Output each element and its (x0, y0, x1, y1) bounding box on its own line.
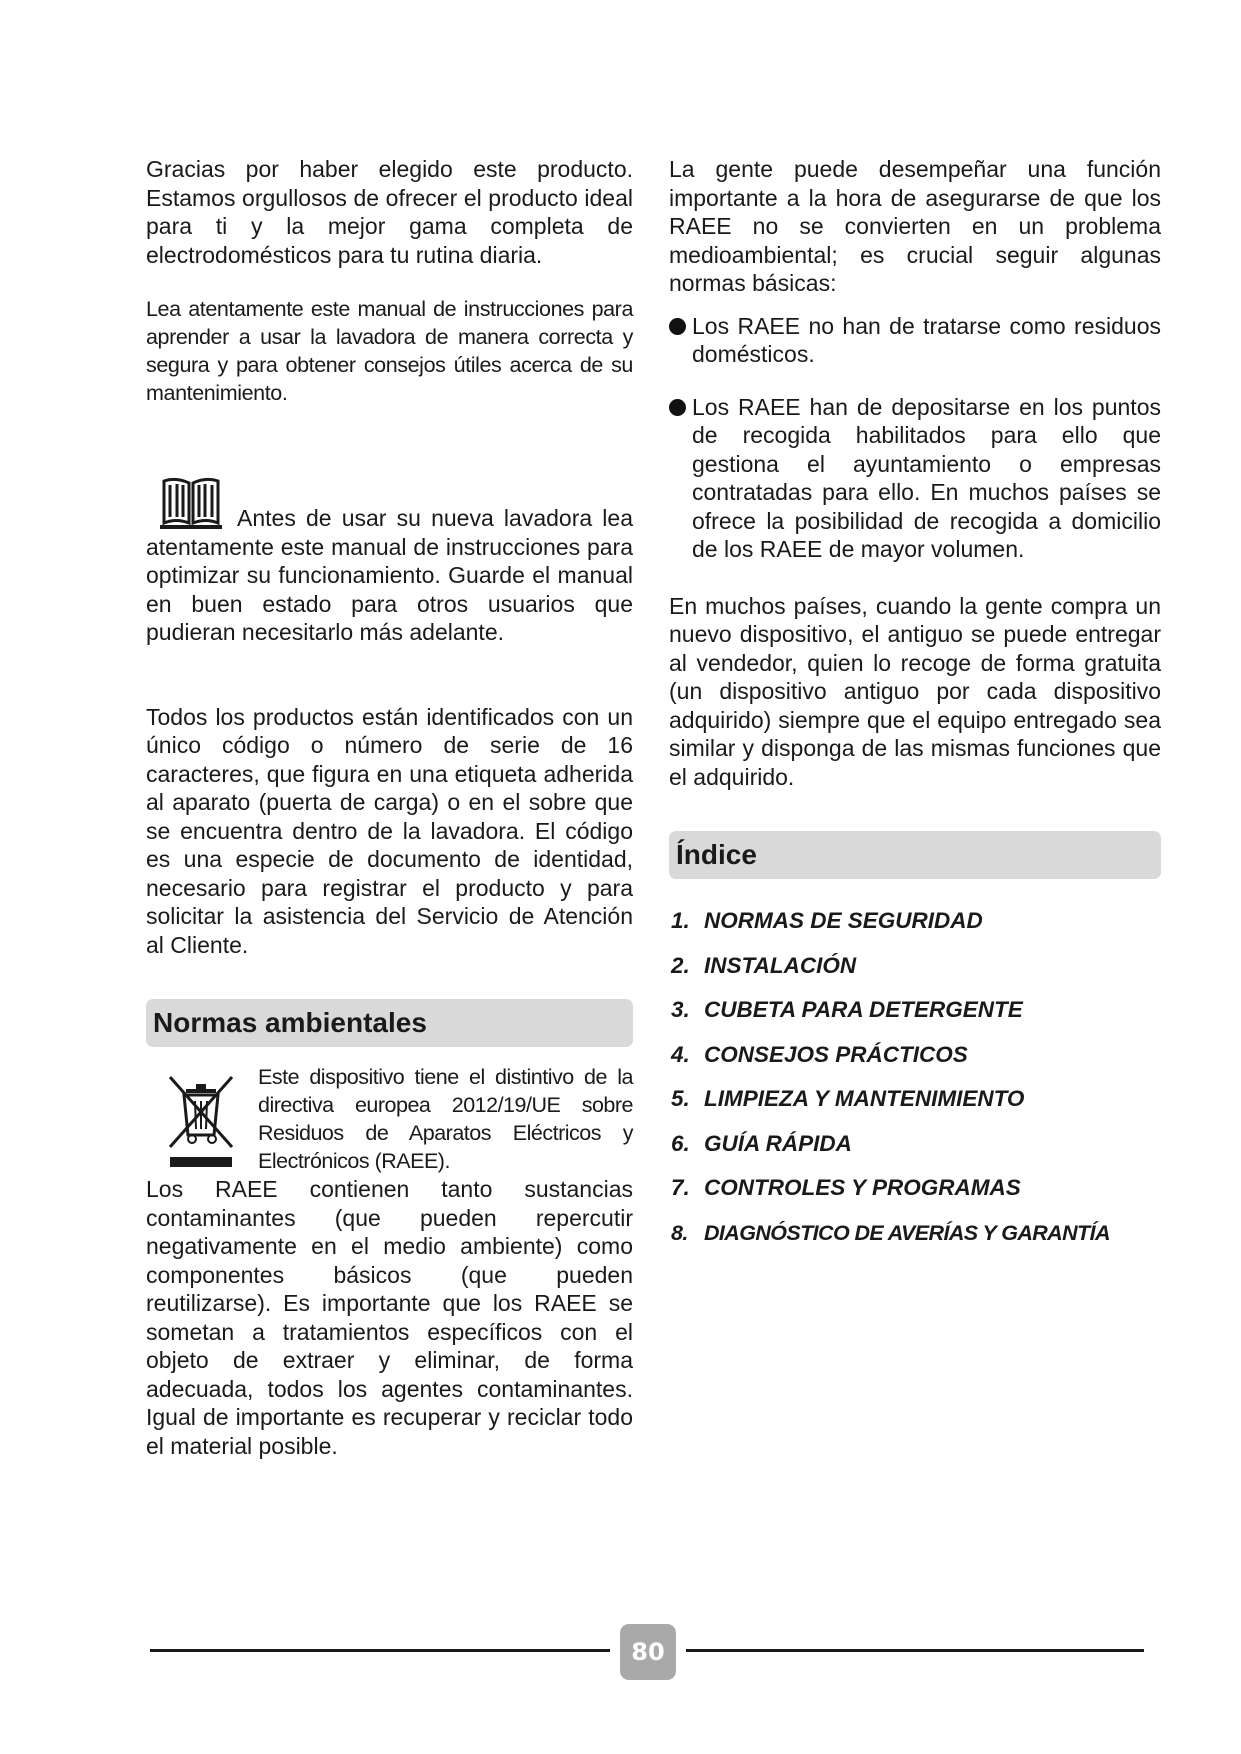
weee-body-paragraph: Los RAEE contienen tanto sustancias contaminantes (que pueden repercutir negativamente en el medio ambiente) como componentes básicos (que pueden reutilizarse). Es importante que los RAEE se sometan a tratamientos específicos con el objeto de extraer y eliminar, de forma adecuada, todos los agentes contaminantes. Igual de importante es recuperar y reciclar todo el material posible. (146, 1176, 633, 1459)
index-num: 5. (671, 1086, 690, 1111)
index-item-3[interactable] (669, 988, 1161, 1033)
index-item-2[interactable] (669, 944, 1161, 989)
index-item-7[interactable] (669, 1166, 1161, 1211)
index-title: LIMPIEZA Y MANTENIMIENTO (704, 1086, 1025, 1111)
index-num: 4. (671, 1041, 690, 1067)
index-item-6[interactable] (669, 1122, 1161, 1167)
index-title: CONTROLES Y PROGRAMAS (704, 1175, 1021, 1200)
index-num: 2. (671, 952, 690, 978)
right-column (669, 155, 1161, 1255)
weee-block (146, 1063, 633, 1175)
index-item-8[interactable] (669, 1211, 1161, 1256)
index-title: GUÍA RÁPIDA (704, 1130, 852, 1156)
index-num: 6. (671, 1130, 690, 1156)
bullet-item-1 (669, 312, 1161, 369)
bullet-text-2: Los RAEE han de depositarse en los puntos de recogida habilitados para ello que gestiona el ayuntamiento o empresas contratadas para ello. En muchos países se ofrece la posibilidad de recogida a domicilio de los RAEE de mayor volumen. (692, 393, 1161, 562)
footer-rule-left (150, 1649, 610, 1652)
index-item-4[interactable] (669, 1033, 1161, 1078)
index-item-5[interactable] (669, 1077, 1161, 1122)
left-column (146, 155, 633, 1460)
index-title: INSTALACIÓN (704, 952, 857, 978)
weee-bin-icon (166, 1073, 236, 1169)
serial-code-paragraph: Todos los productos están identificados con un único código o número de serie de 16 caracteres, que figura en una etiqueta adherida al aparato (puerta de carga) o en el sobre que se encuentra dentro de la lavadora. El código es una especie de documento de identidad, necesario para registrar el producto y para solicitar la asistencia del Servicio de Atención al Cliente. (146, 703, 633, 958)
index-title: DIAGNÓSTICO DE AVERÍAS Y GARANTÍA (704, 1220, 1110, 1245)
book-icon (158, 475, 224, 531)
index-section-header: Índice (669, 831, 1161, 879)
before-use-paragraph: Antes de usar su nueva lavadora lea atentamente este manual de instrucciones para optimizar su funcionamiento. Guarde el manual en buen estado para otros usuarios que pudieran necesitarlo más adelante. (146, 505, 633, 645)
index-num: 3. (671, 997, 690, 1022)
index-num: 7. (671, 1175, 690, 1200)
index-num: 8. (671, 1220, 688, 1245)
index-title: CUBETA PARA DETERGENTE (704, 997, 1023, 1022)
index-item-1[interactable] (669, 899, 1161, 944)
bullet-dot-icon (669, 399, 686, 416)
index-list (669, 899, 1161, 1255)
environment-section-header: Normas ambientales (146, 999, 633, 1047)
page-number-badge: 80 (620, 1624, 676, 1680)
index-title: NORMAS DE SEGURIDAD (704, 908, 983, 933)
read-manual-paragraph: Lea atentamente este manual de instrucciones para aprender a usar la lavadora de manera correcta y segura y para obtener consejos útiles acerca de su mantenimiento. (146, 297, 633, 405)
people-role-paragraph: La gente puede desempeñar una función importante a la hora de asegurarse de que los RAEE no se convierten en un problema medioambiental; es crucial seguir algunas normas básicas: (669, 156, 1161, 296)
index-title: CONSEJOS PRÁCTICOS (704, 1041, 968, 1067)
footer-rule-right (686, 1649, 1144, 1652)
index-num: 1. (671, 908, 690, 933)
weee-label-paragraph: Este dispositivo tiene el distintivo de la directiva europea 2012/19/UE sobre Residuos de Aparatos Eléctricos y Electrónicos (RAEE). (258, 1065, 633, 1173)
bullet-item-2 (669, 393, 1161, 564)
bullet-dot-icon (669, 318, 686, 335)
bullet-text-1: Los RAEE no han de tratarse como residuos domésticos. (692, 312, 1161, 367)
retailer-paragraph: En muchos países, cuando la gente compra un nuevo dispositivo, el antiguo se puede entregar al vendedor, quien lo recoge de forma gratuita (un dispositivo antiguo por cada dispositivo adquirido) siempre que el equipo entregado sea similar y disponga de las mismas funciones que el adquirido. (669, 592, 1161, 790)
before-use-block (146, 475, 633, 647)
intro-paragraph: Gracias por haber elegido este producto. Estamos orgullosos de ofrecer el producto ideal para ti y la mejor gama completa de electrodomésticos para tu rutina diaria. (146, 156, 633, 268)
